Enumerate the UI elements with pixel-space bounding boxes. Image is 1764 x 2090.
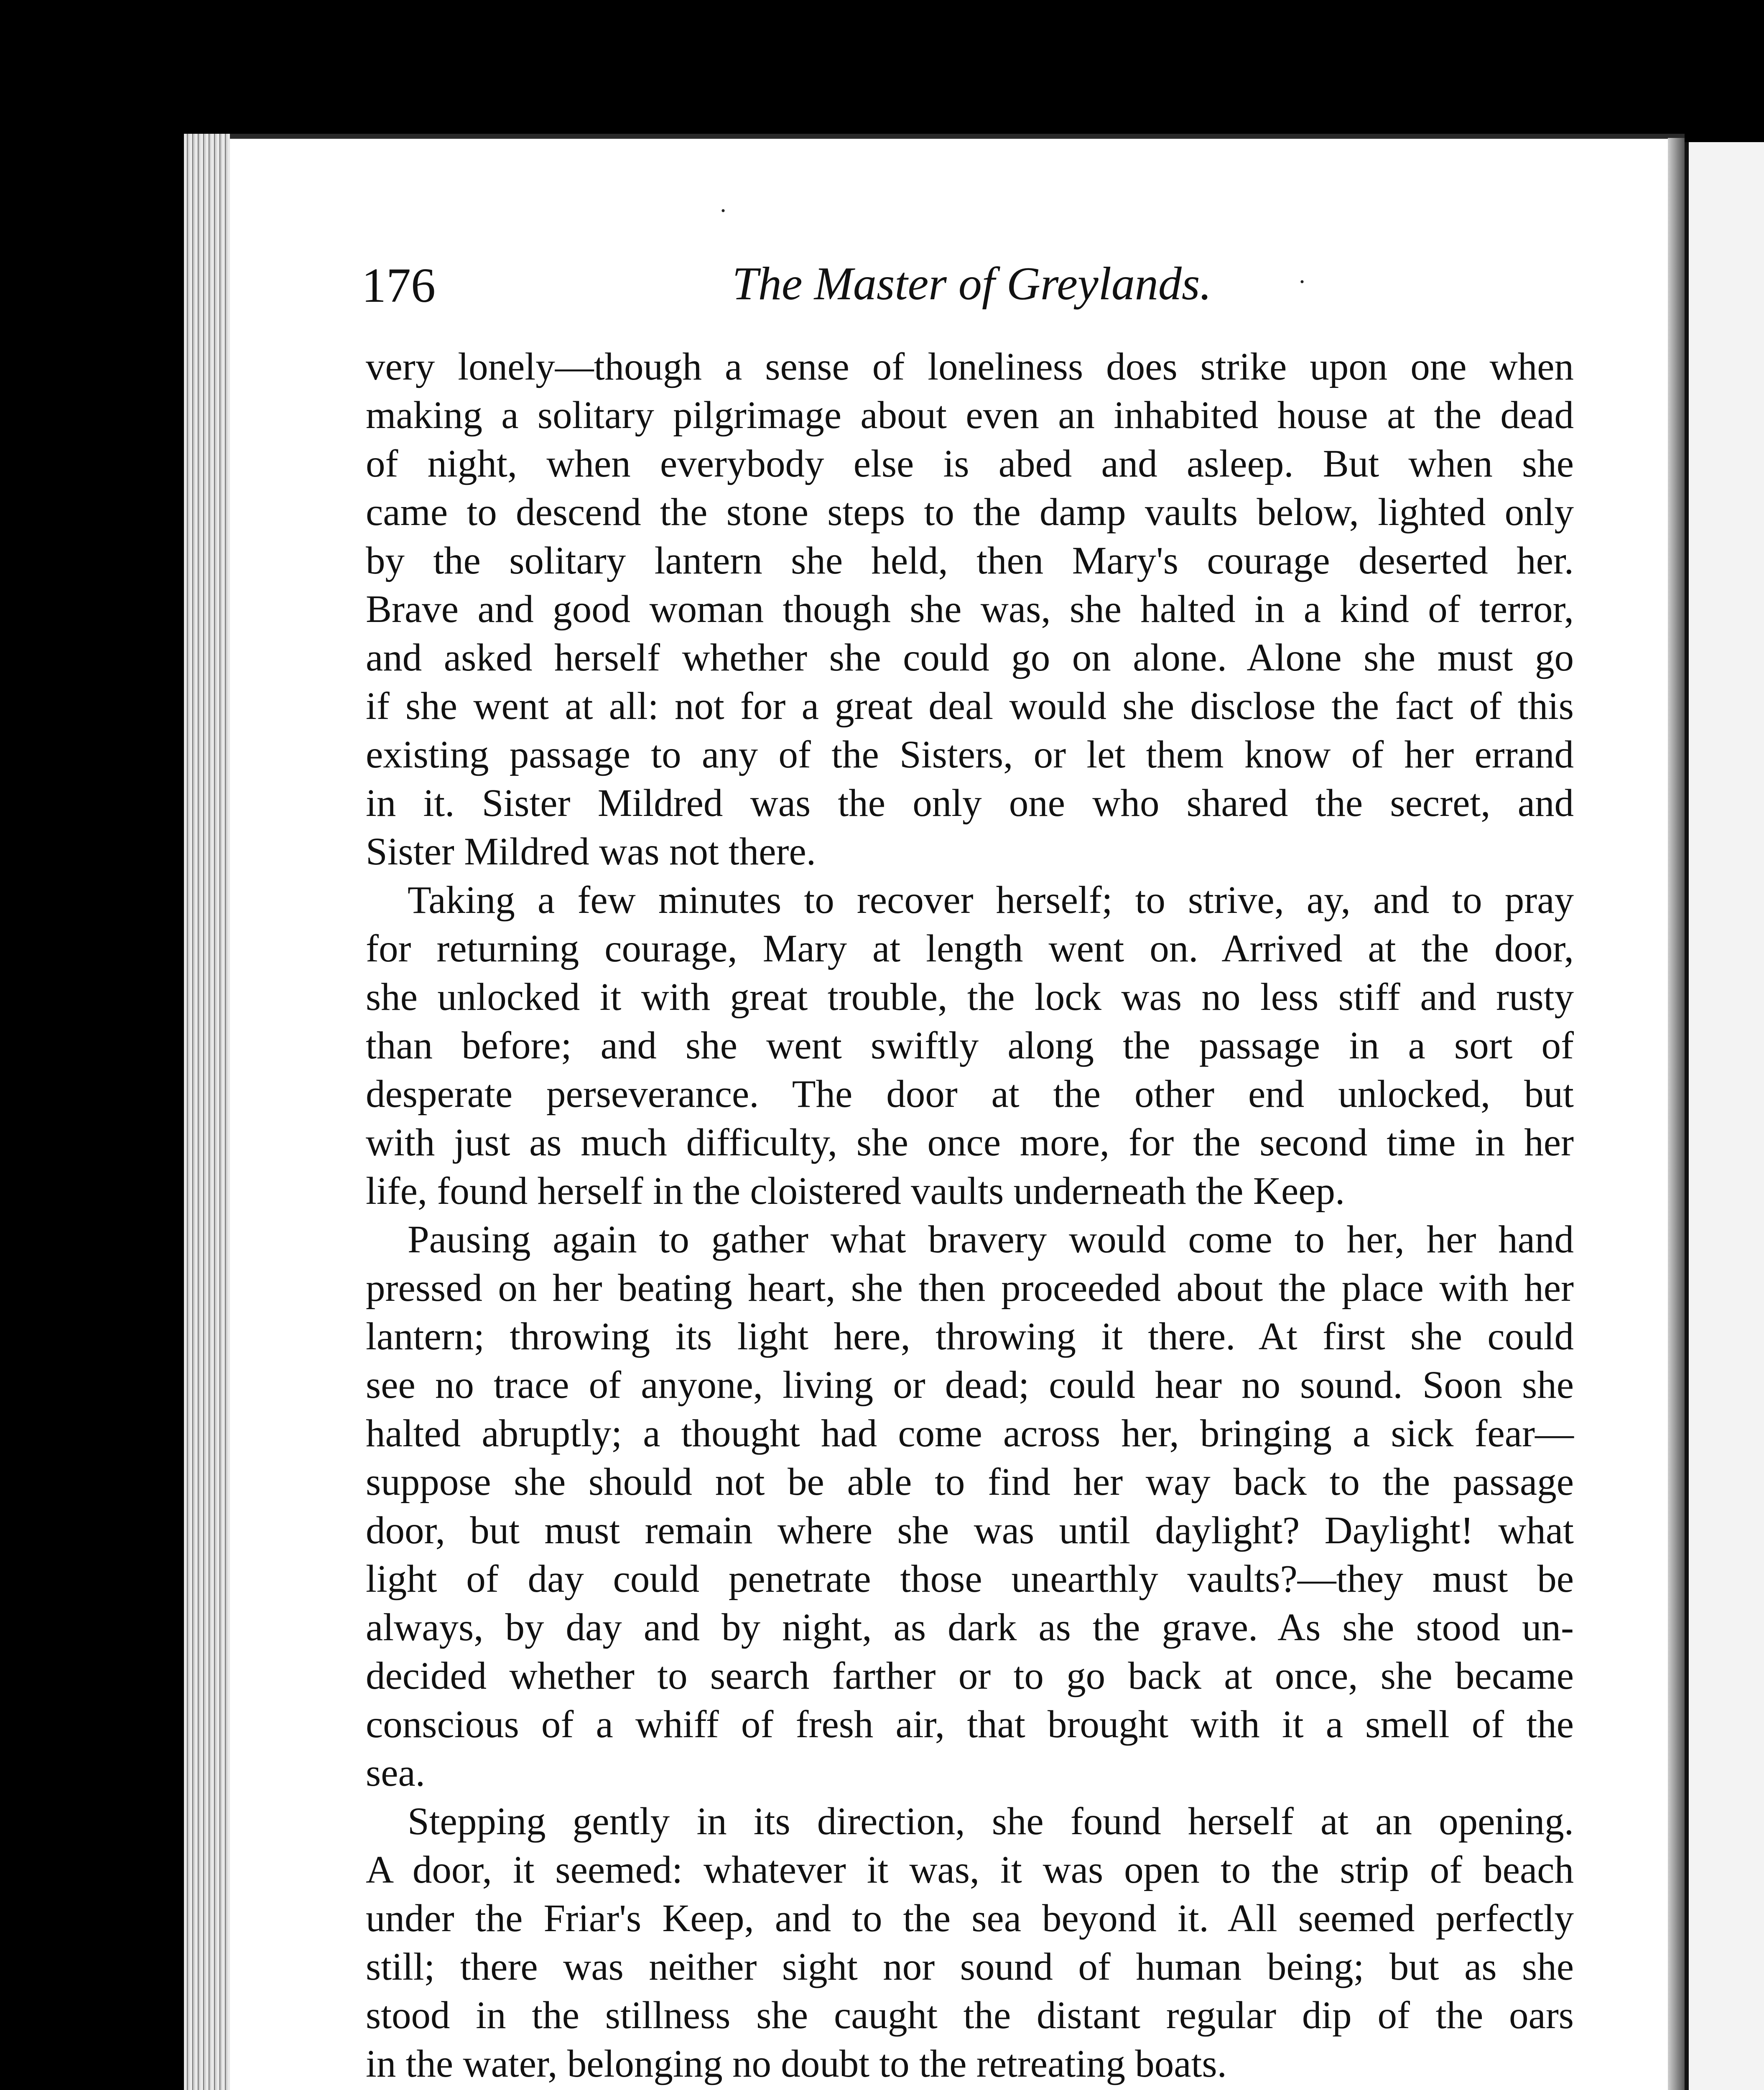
text-line: lantern; throwing its light here, throwing it there. At first she could [366,1315,1574,1358]
text-line: than before; and she went swiftly along the passage in a sort of [366,1024,1574,1067]
paragraph [366,876,1574,1216]
body-text [366,343,1574,2090]
text-line: Brave and good woman though she was, she halted in a kind of terror, [366,588,1574,631]
text-line: always, by day and by night, as dark as the grave. As she stood un- [366,1606,1574,1649]
paragraph [366,1216,1574,1797]
text-line: desperate perseverance. The door at the other end unlocked, but [366,1073,1574,1116]
stray-dot-mark: · [719,197,727,224]
text-line: see no trace of anyone, living or dead; could hear no sound. Soon she [366,1364,1574,1407]
text-line: life, found herself in the cloistered vaults underneath the Keep. [366,1170,1345,1213]
text-line: stood in the stillness she caught the distant regular dip of the oars [366,1994,1574,2037]
text-line: and asked herself whether she could go on alone. Alone she must go [366,636,1574,679]
stray-dot-mark: · [1298,268,1306,296]
text-line: for returning courage, Mary at length went on. Arrived at the door, [366,927,1574,970]
text-line: in it. Sister Mildred was the only one who shared the secret, and [366,782,1574,825]
text-line: sea. [366,1751,425,1794]
text-line: door, but must remain where she was until daylight? Daylight! what [366,1509,1574,1552]
text-line: if she went at all: not for a great deal would she disclose the fact of this [366,685,1574,728]
text-line: making a solitary pilgrimage about even an inhabited house at the dead [366,394,1574,437]
adjacent-page-edge [1685,142,1764,2090]
text-line [366,2088,1574,2090]
text-line: with just as much difficulty, she once more, for the second time in her [366,1121,1574,1164]
paragraph [366,2088,1574,2090]
text-line: in the water, belonging no doubt to the retreating boats. [366,2042,1227,2085]
text-line: Pausing again to gather what bravery would come to her, her hand [408,1218,1574,1261]
text-line: very lonely—though a sense of loneliness does strike upon one when [366,345,1574,388]
text-line: Sister Mildred was not there. [366,830,816,873]
text-line: under the Friar's Keep, and to the sea beyond it. All seemed perfectly [366,1897,1574,1940]
text-line: light of day could penetrate those unearthly vaults?—they must be [366,1557,1574,1601]
text-line: Taking a few minutes to recover herself; to strive, ay, and to pray [408,879,1574,922]
text-line: existing passage to any of the Sisters, or let them know of her errand [366,733,1574,776]
page-header [362,257,1582,316]
page-stack-edge [184,134,230,2090]
text-line: came to descend the stone steps to the damp vaults below, lighted only [366,491,1574,534]
gutter-shadow [1668,138,1685,2090]
text-line: of night, when everybody else is abed and asleep. But when she [366,442,1574,485]
text-line: halted abruptly; a thought had come across her, bringing a sick fear— [366,1412,1574,1455]
text-line: Stepping gently in its direction, she found herself at an opening. [408,1800,1574,1843]
text-line: conscious of a whiff of fresh air, that brought with it a smell of the [366,1703,1574,1746]
paragraph [366,1797,1574,2088]
text-line: suppose she should not be able to find her way back to the passage [366,1460,1574,1504]
text-line: still; there was neither sight nor sound of human being; but as she [366,1945,1574,1988]
text-line: A door, it seemed: whatever it was, it was open to the strip of beach [366,1848,1574,1891]
running-title: The Master of Greylands. [732,258,1212,310]
text-line: she unlocked it with great trouble, the lock was no less stiff and rusty [366,976,1574,1019]
text-line: by the solitary lantern she held, then Mary's courage deserted her. [366,539,1574,582]
text-line: pressed on her beating heart, she then proceeded about the place with her [366,1267,1574,1310]
page-number: 176 [362,258,436,313]
paragraph [366,343,1574,876]
text-line: decided whether to search farther or to go back at once, she became [366,1654,1574,1697]
